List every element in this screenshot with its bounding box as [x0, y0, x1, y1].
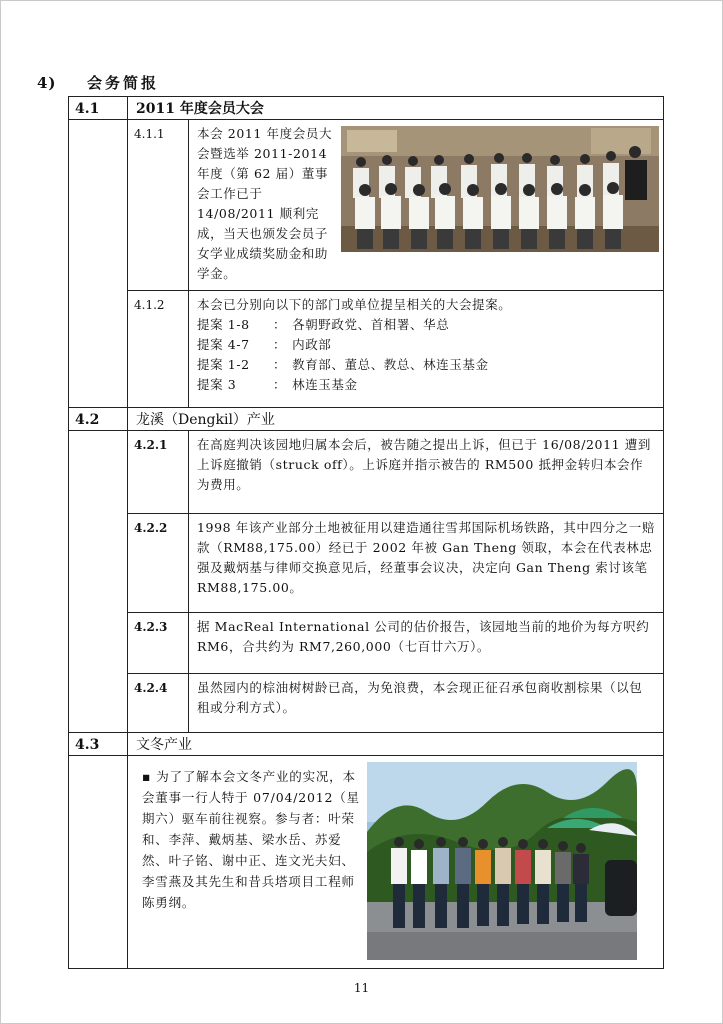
item-number: 4.1.1	[128, 120, 189, 291]
table-row	[69, 613, 664, 674]
item-text: 在高庭判决该园地归属本会后，被告随之提出上诉，但已于 16/08/2011 遭到上诉庭撤销（struck off）。上诉庭并指示被告的 RM500 抵押金转归本会作为费用。	[197, 437, 651, 492]
report-table	[68, 96, 664, 969]
blank-cell	[69, 756, 128, 969]
section-title: 龙溪（Dengkil）产业	[128, 408, 664, 431]
section-title: 2011 年度会员大会	[128, 97, 664, 120]
table-row	[69, 733, 664, 756]
item-text: 虽然园内的棕油树树龄已高，为免浪费，本会现正征召承包商收割棕果（以包租或分利方式）。	[197, 680, 643, 715]
table-row	[69, 431, 664, 514]
item-number: 4.2.1	[128, 431, 189, 514]
item-text: 本会已分别向以下的部门或单位提呈相关的大会提案。	[197, 297, 512, 312]
proposal-row: 提案 4-7 ： 内政部	[197, 337, 332, 352]
table-row	[69, 408, 664, 431]
award-ceremony-photo	[341, 126, 659, 252]
proposal-row: 提案 3 ： 林连玉基金	[197, 377, 358, 392]
item-body	[189, 514, 664, 613]
item-body	[189, 120, 664, 291]
page-number: 11	[353, 981, 370, 995]
bullet-text: ▪ 为了了解本会文冬产业的实况，本会董事一行人特于 07/04/2012（星期六）驱车前往视察。参与者：叶荣和、李萍、戴炳基、梁水岳、苏爱然、叶子铭、谢中正、连文光夫妇、李雪燕及其先生和昔兵塔项目工程师陈勇纲。	[142, 766, 368, 913]
site-visit-photo	[367, 762, 637, 960]
item-text: 1998 年该产业部分土地被征用以建造通往雪邦国际机场铁路，其中四分之一赔款（RM88,175.00）经已于 2002 年被 Gan Theng 领取，本会在代表林忠强及戴炳基与律师交换意见后，经董事会议决，决定向 Gan Theng 索讨该笔 RM88,175.00。	[197, 520, 655, 595]
item-body	[189, 613, 664, 674]
item-number: 4.2.4	[128, 674, 189, 733]
item-body	[128, 756, 664, 969]
table-row	[69, 97, 664, 120]
item-number: 4.2.3	[128, 613, 189, 674]
blank-cell	[69, 431, 128, 733]
item-number: 4.1.2	[128, 291, 189, 408]
section-number: 4.1	[69, 97, 128, 120]
table-row	[69, 514, 664, 613]
section-number: 4.2	[69, 408, 128, 431]
item-body	[189, 674, 664, 733]
section-number: 4.3	[69, 733, 128, 756]
item-body	[189, 431, 664, 514]
item-text: 据 MacReal International 公司的估价报告，该园地当前的地价为每方呎约 RM6，合共约为 RM7,260,000（七百廿六万）。	[197, 619, 650, 654]
table-row	[69, 674, 664, 733]
heading-number: 4)	[37, 74, 57, 92]
item-number: 4.2.2	[128, 514, 189, 613]
proposal-row: 提案 1-2 ： 教育部、董总、教总、林连玉基金	[197, 357, 489, 372]
blank-cell	[69, 120, 128, 408]
item-body	[189, 291, 664, 408]
section-title: 文冬产业	[128, 733, 664, 756]
item-text: 本会 2011 年度会员大会暨选举 2011-2014 年度（第 62 届）董事会工作已于 14/08/2011 顺利完成，当天也颁发会员子女学业成绩奖励金和助学金。	[197, 126, 333, 281]
table-row	[69, 756, 664, 969]
proposal-row: 提案 1-8 ： 各朝野政党、首相署、华总	[197, 317, 450, 332]
table-row	[69, 291, 664, 408]
table-row	[69, 120, 664, 291]
section-heading	[37, 72, 159, 93]
heading-title: 会务简报	[87, 74, 160, 92]
